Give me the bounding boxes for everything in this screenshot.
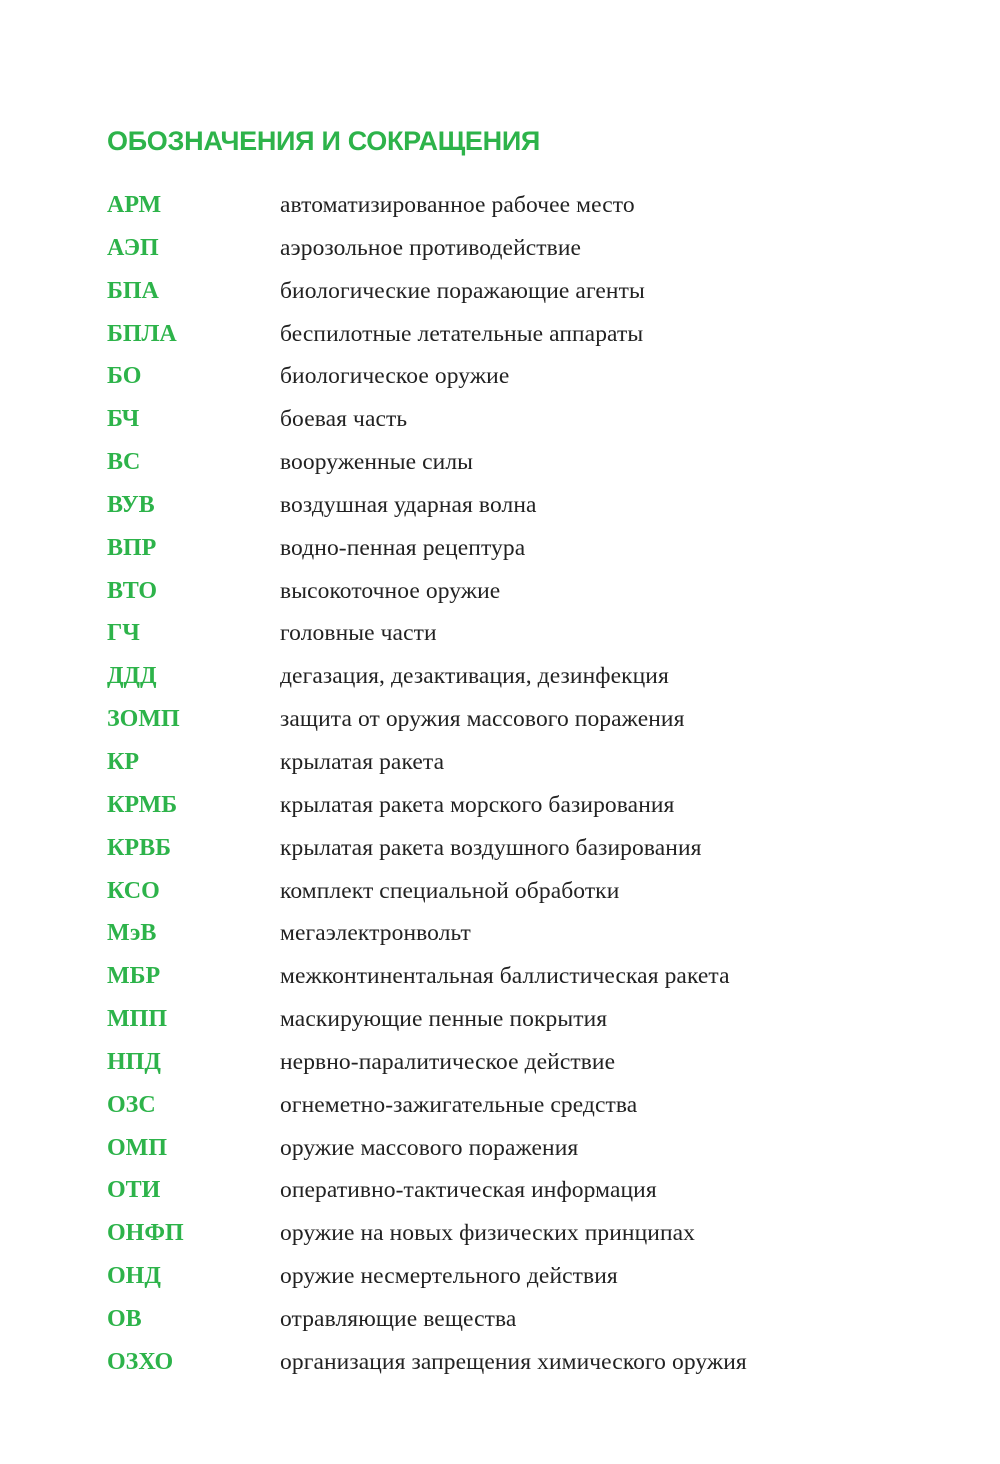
list-item xyxy=(0,529,1000,572)
abbreviation-term: ОВ xyxy=(107,1305,142,1332)
list-item xyxy=(0,1086,1000,1129)
list-item xyxy=(0,1129,1000,1172)
list-item xyxy=(0,486,1000,529)
abbreviation-term: КРВБ xyxy=(107,834,171,861)
abbreviation-definition: нервно-паралитическое действие xyxy=(280,1048,616,1075)
abbreviation-term: МБР xyxy=(107,963,161,990)
abbreviation-definition: аэрозольное противодействие xyxy=(280,234,582,261)
abbreviation-term: БЧ xyxy=(107,406,140,433)
list-item xyxy=(0,957,1000,1000)
abbreviation-term: ВУВ xyxy=(107,491,155,518)
list-item xyxy=(0,743,1000,786)
abbreviation-definition: воздушная ударная волна xyxy=(280,491,537,518)
abbreviation-term: ГЧ xyxy=(107,620,140,647)
abbreviation-definition: защита от оружия массового поражения xyxy=(280,706,685,733)
abbreviation-definition: маскирующие пенные покрытия xyxy=(280,1006,608,1033)
abbreviation-term: МПП xyxy=(107,1006,167,1033)
abbreviation-term: ВТО xyxy=(107,577,158,604)
list-item xyxy=(0,272,1000,315)
abbreviation-definition: крылатая ракета морского базирования xyxy=(280,791,675,818)
abbreviation-definition: биологические поражающие агенты xyxy=(280,277,645,304)
abbreviation-definition: головные части xyxy=(280,620,437,647)
list-item xyxy=(0,1000,1000,1043)
abbreviation-definition: водно-пенная рецептура xyxy=(280,534,526,561)
list-item xyxy=(0,1300,1000,1343)
list-item xyxy=(0,1171,1000,1214)
abbreviation-definition: оружие несмертельного действия xyxy=(280,1263,618,1290)
abbreviation-definition: оружие массового поражения xyxy=(280,1134,579,1161)
abbreviation-term: ОТИ xyxy=(107,1177,161,1204)
abbreviation-definition: комплект специальной обработки xyxy=(280,877,620,904)
abbreviation-definition: отравляющие вещества xyxy=(280,1305,517,1332)
abbreviation-term: ОМП xyxy=(107,1134,167,1161)
abbreviation-term: КСО xyxy=(107,877,160,904)
abbreviation-list xyxy=(0,186,1000,1386)
abbreviation-definition: дегазация, дезактивация, дезинфекция xyxy=(280,663,669,690)
abbreviation-definition: оружие на новых физических принципах xyxy=(280,1220,695,1247)
abbreviation-term: НПД xyxy=(107,1048,161,1075)
abbreviation-definition: крылатая ракета воздушного базирования xyxy=(280,834,702,861)
abbreviation-term: ОНД xyxy=(107,1263,161,1290)
abbreviation-term: ЗОМП xyxy=(107,706,180,733)
list-item xyxy=(0,829,1000,872)
abbreviation-term: КРМБ xyxy=(107,791,178,818)
list-item xyxy=(0,614,1000,657)
abbreviation-definition: беспилотные летательные аппараты xyxy=(280,320,644,347)
list-item xyxy=(0,700,1000,743)
list-item xyxy=(0,786,1000,829)
abbreviation-definition: мегаэлектронвольт xyxy=(280,920,471,947)
abbreviation-term: БПЛА xyxy=(107,320,177,347)
abbreviation-term: ОНФП xyxy=(107,1220,184,1247)
abbreviation-term: ДДД xyxy=(107,663,157,690)
abbreviation-term: ОЗХО xyxy=(107,1348,174,1375)
abbreviation-term: ВС xyxy=(107,449,141,476)
abbreviation-definition: высокоточное оружие xyxy=(280,577,501,604)
list-item xyxy=(0,400,1000,443)
list-item xyxy=(0,186,1000,229)
abbreviation-definition: огнеметно-зажигательные средства xyxy=(280,1091,638,1118)
abbreviation-definition: организация запрещения химического оружия xyxy=(280,1348,747,1375)
list-item xyxy=(0,229,1000,272)
abbreviation-definition: боевая часть xyxy=(280,406,408,433)
list-item xyxy=(0,1043,1000,1086)
list-item xyxy=(0,914,1000,957)
abbreviation-definition: автоматизированное рабочее место xyxy=(280,192,635,218)
list-item xyxy=(0,357,1000,400)
abbreviation-definition: оперативно-тактическая информация xyxy=(280,1177,657,1204)
abbreviation-term: ВПР xyxy=(107,534,157,561)
abbreviation-definition: биологическое оружие xyxy=(280,363,510,390)
list-item xyxy=(0,1257,1000,1300)
abbreviation-term: БПА xyxy=(107,277,159,304)
list-item xyxy=(0,657,1000,700)
abbreviation-definition: вооруженные силы xyxy=(280,449,474,476)
abbreviation-term: БО xyxy=(107,363,142,390)
page-title: ОБОЗНАЧЕНИЯ И СОКРАЩЕНИЯ xyxy=(107,126,541,156)
list-item xyxy=(0,872,1000,915)
abbreviation-term: ОЗС xyxy=(107,1091,156,1118)
list-item xyxy=(0,1214,1000,1257)
list-item xyxy=(0,315,1000,358)
list-item xyxy=(0,443,1000,486)
list-item xyxy=(0,1343,1000,1386)
list-item xyxy=(0,572,1000,615)
abbreviation-term: АРМ xyxy=(107,192,162,218)
abbreviation-term: МэВ xyxy=(107,920,157,947)
abbreviation-definition: межконтинентальная баллистическая ракета xyxy=(280,963,730,990)
abbreviation-definition: крылатая ракета xyxy=(280,748,445,775)
abbreviation-term: АЭП xyxy=(107,234,159,261)
abbreviation-term: КР xyxy=(107,748,140,775)
